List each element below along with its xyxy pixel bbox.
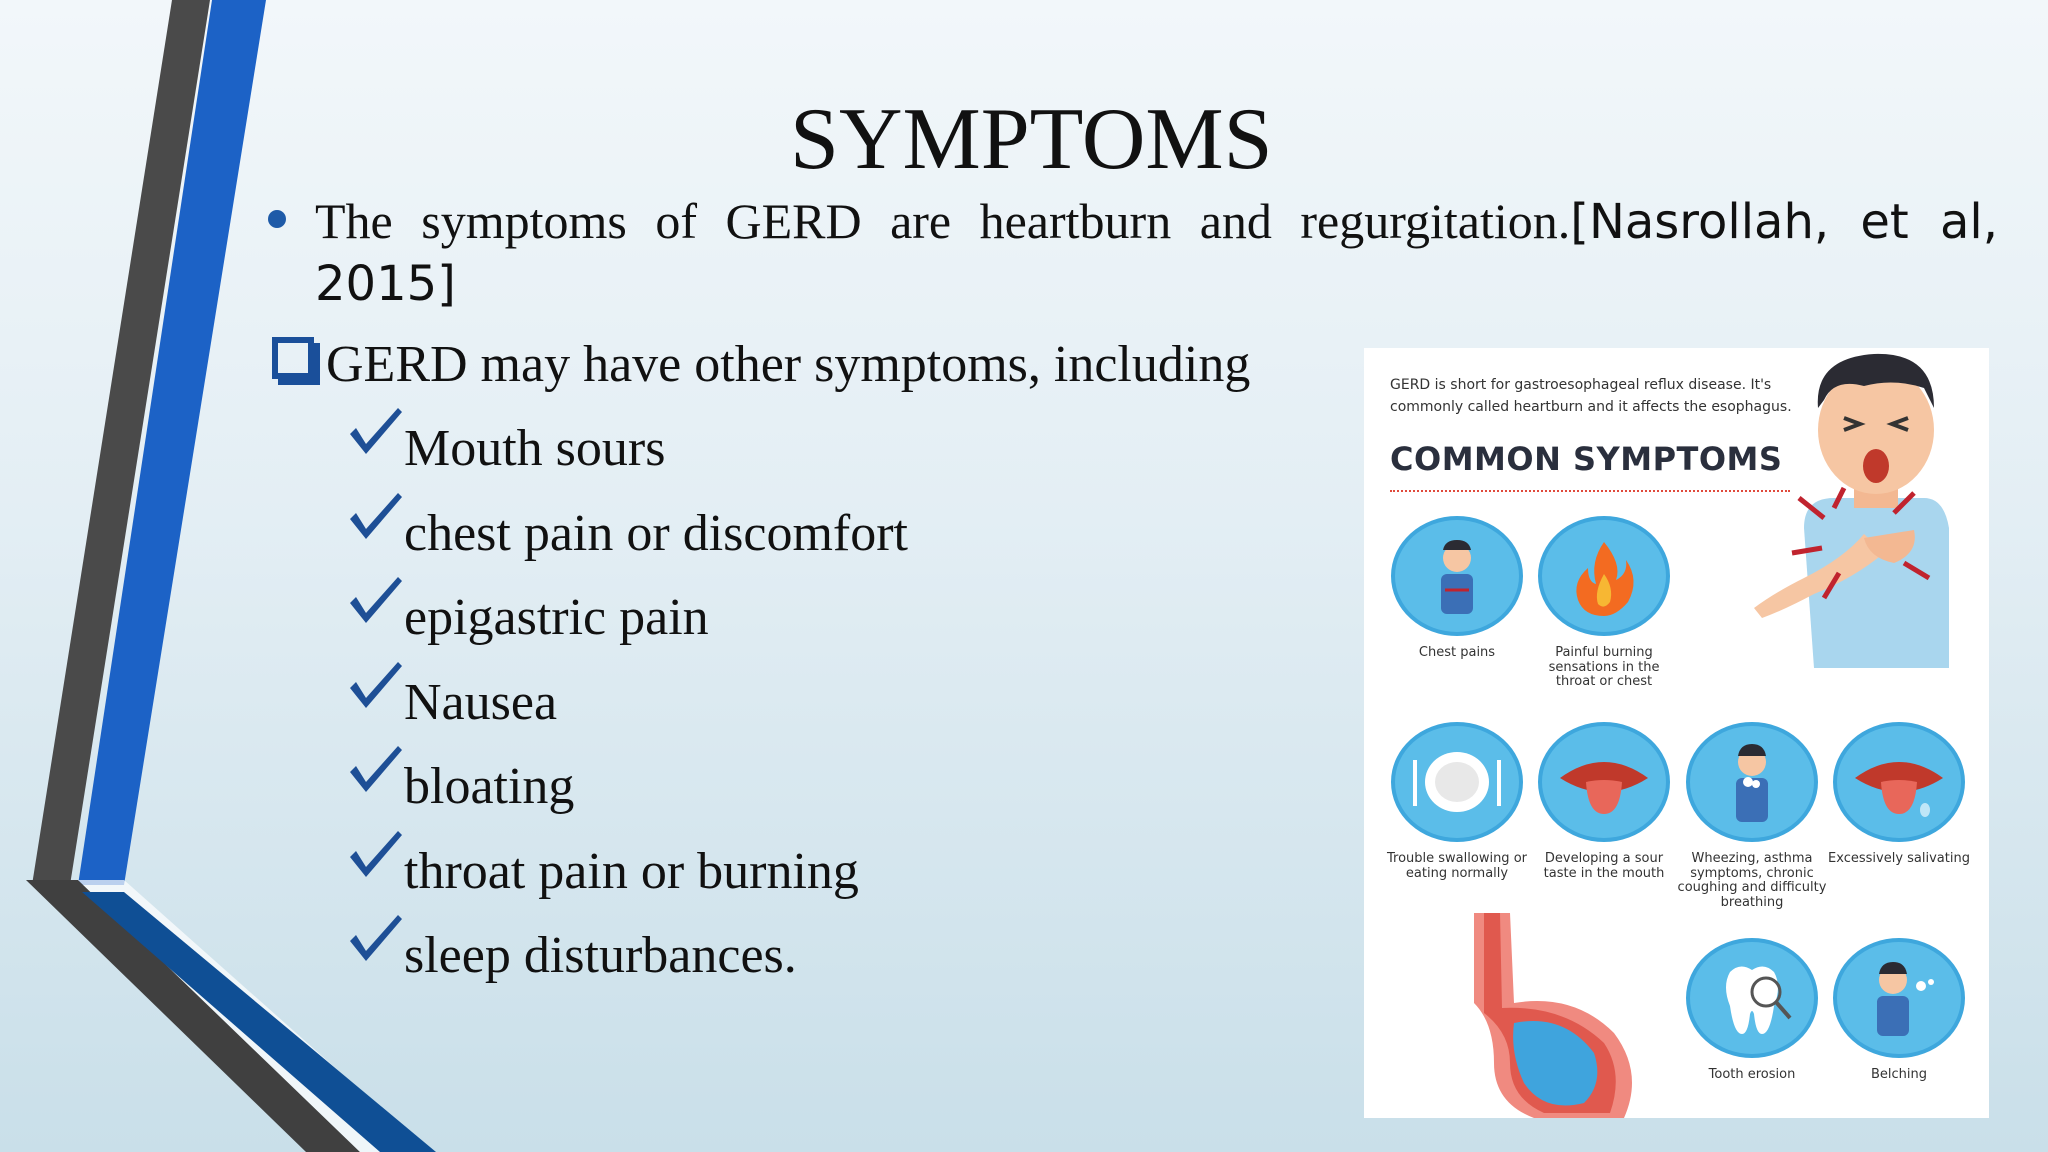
list-item-label: Nausea <box>404 673 558 731</box>
plate-icon <box>1391 722 1523 842</box>
list-item <box>346 917 908 1002</box>
subheading-text: GERD may have other symptoms, including <box>326 336 1251 393</box>
list-item-label: sleep disturbances. <box>404 927 797 984</box>
mouth-tongue-icon <box>1538 722 1670 842</box>
symptom-caption: Developing a sour taste in the mouth <box>1543 851 1665 881</box>
checkmark-icon <box>346 742 404 796</box>
gerd-infographic <box>1364 348 1989 1118</box>
list-item <box>346 410 908 495</box>
symptom-burning <box>1529 516 1679 690</box>
checkmark-icon <box>346 489 404 543</box>
subheading <box>272 330 1250 400</box>
checkmark-icon <box>346 827 404 881</box>
symptom-caption: Belching <box>1870 1067 1928 1082</box>
list-item <box>346 664 908 749</box>
page-title: SYMPTOMS <box>790 91 1273 188</box>
drooling-mouth-icon <box>1833 722 1965 842</box>
symptom-caption: Painful burning sensations in the throat or chest <box>1548 645 1660 689</box>
symptom-list <box>346 410 908 1002</box>
intro-bullet <box>268 190 1998 315</box>
symptom-tooth-erosion <box>1677 938 1827 1083</box>
symptom-caption: Excessively salivating <box>1828 851 1970 866</box>
list-item <box>346 833 908 918</box>
checkmark-icon <box>346 911 404 965</box>
list-item-label: chest pain or discomfort <box>404 504 908 562</box>
list-item-label: epigastric pain <box>404 589 709 646</box>
stomach-illustration <box>1454 913 1654 1118</box>
symptom-chest-pains <box>1382 516 1532 661</box>
symptom-sour-taste <box>1529 722 1679 881</box>
symptom-salivating <box>1824 722 1974 867</box>
list-item-label: throat pain or burning <box>404 842 859 900</box>
symptom-caption: Wheezing, asthma symptoms, chronic coughing and difficulty breathing <box>1677 851 1827 910</box>
intro-line-1 <box>315 190 1998 253</box>
infographic-heading: COMMON SYMPTOMS <box>1390 440 1783 478</box>
list-item <box>346 748 908 833</box>
intro-text: The symptoms of GERD are heartburn and regurgitation. <box>315 193 1571 249</box>
checkmark-icon <box>346 404 404 458</box>
heading-divider <box>1390 490 1790 492</box>
list-item <box>346 579 908 664</box>
symptom-caption: Tooth erosion <box>1708 1067 1796 1082</box>
checkmark-icon <box>346 658 404 712</box>
citation-part-1: [Nasrollah, et al, <box>1570 194 1998 250</box>
checkmark-icon <box>346 573 404 627</box>
symptom-swallowing <box>1382 722 1532 881</box>
flame-icon <box>1538 516 1670 636</box>
tooth-icon <box>1686 938 1818 1058</box>
list-item-label: Mouth sours <box>404 420 666 477</box>
coughing-person-icon <box>1686 722 1818 842</box>
infographic-intro: GERD is short for gastroesophageal reflux disease. It's commonly called heartburn and it affects the esophagus. <box>1390 377 1792 415</box>
bullet-dot <box>268 210 286 228</box>
citation-part-2: 2015] <box>315 256 456 312</box>
symptom-wheezing <box>1677 722 1827 910</box>
list-item-label: bloating <box>404 758 575 815</box>
symptom-caption: Chest pains <box>1418 645 1496 660</box>
symptom-caption: Trouble swallowing or eating normally <box>1387 851 1527 881</box>
checkbox-square-icon <box>272 337 314 379</box>
symptom-belching <box>1824 938 1974 1083</box>
list-item <box>346 495 908 580</box>
belching-person-icon <box>1833 938 1965 1058</box>
chest-pain-icon <box>1391 516 1523 636</box>
man-heartburn-illustration <box>1744 348 1989 678</box>
